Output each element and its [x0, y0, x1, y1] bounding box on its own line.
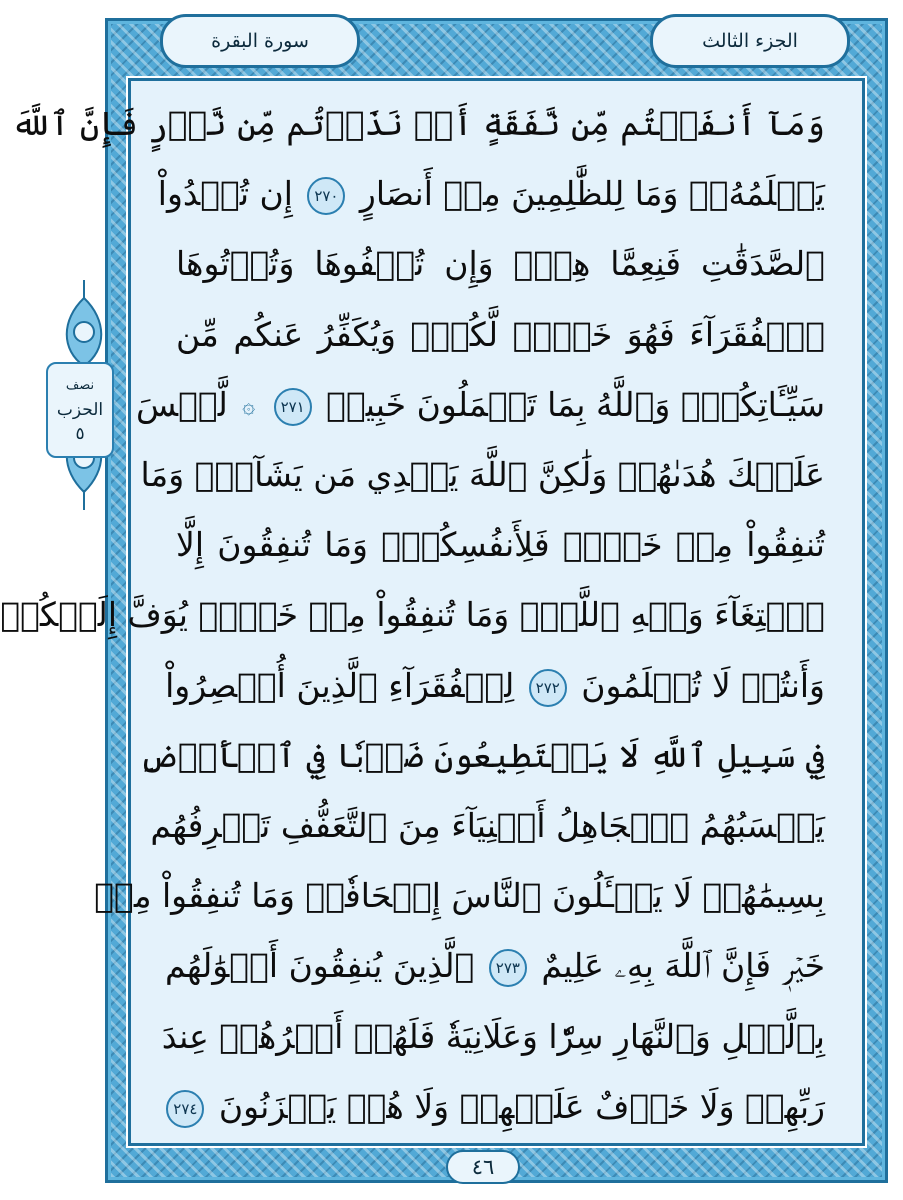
- ayah-number-icon: ٢٧٠: [307, 177, 345, 215]
- juz-title: الجزء الثالث: [650, 14, 850, 68]
- hizb-word: الحزب: [56, 400, 104, 420]
- verse-line: [150, 797, 825, 855]
- verse-line: [139, 727, 825, 785]
- verse-text: ٱلۡفُقَرَآءَ فَهُوَ خَيۡرٞ لَّكُمۡۚ وَيُكَفِّرُ عَنكُم مِّن: [176, 314, 825, 354]
- verse-text: وَمَآ أَنفَقۡتُم مِّن نَّفَقَةٍ أَوۡ نَذَرۡتُم مِّن نَّذۡرٍ فَإِنَّ ٱللَّهَ: [11, 104, 825, 143]
- verse-text: تُنفِقُواْ مِنۡ خَيۡرٖ فَلِأَنفُسِكُمۡۚ وَمَا تُنفِقُونَ إِلَّا: [176, 525, 825, 565]
- hizb-number: ٥: [75, 424, 85, 444]
- verse-line: [136, 376, 825, 434]
- verse-line: [176, 235, 825, 293]
- hizb-marker: [46, 362, 114, 458]
- verse-line: [0, 586, 825, 644]
- hizb-fraction: نصف: [65, 378, 95, 393]
- verse-text: رَبِّهِمۡ وَلَا خَوۡفٌ عَلَيۡهِمۡ وَلَا هُمۡ يَحۡزَنُونَ: [218, 1086, 825, 1126]
- verse-text: بِسِيمَٰهُمۡ لَا يَسۡـَٔلُونَ ٱلنَّاسَ إِلۡحَافٗاۗ وَمَا تُنفِقُواْ مِنۡ: [94, 876, 825, 916]
- verse-text: لَّيۡسَ: [136, 384, 228, 424]
- ayah-number-icon: ٢٧٣: [489, 949, 527, 987]
- verse-line: [165, 657, 825, 715]
- verse-text: عَلَيۡكَ هُدَىٰهُمۡ وَلَٰكِنَّ ٱللَّهَ يَهۡدِي مَن يَشَآءُۗ وَمَا: [140, 455, 825, 494]
- verse-text: يَحۡسَبُهُمُ ٱلۡجَاهِلُ أَغۡنِيَآءَ مِنَ ٱلتَّعَفُّفِ تَعۡرِفُهُم: [150, 806, 825, 845]
- verse-text: إِن تُبۡدُواْ: [157, 174, 293, 214]
- verse-line: [176, 516, 825, 574]
- verse-line: [11, 95, 825, 153]
- verse-text: يَعۡلَمُهُۥۗ وَمَا لِلظَّٰلِمِينَ مِنۡ أَنصَارٍ: [359, 174, 825, 214]
- verse-text: ٱلَّذِينَ يُنفِقُونَ أَمۡوَٰلَهُم: [165, 946, 475, 986]
- verse-text: لِلۡفُقَرَآءِ ٱلَّذِينَ أُحۡصِرُواْ: [165, 665, 515, 705]
- ayah-number-icon: ٢٧١: [274, 388, 312, 426]
- ayah-number-icon: ٢٧٤: [166, 1090, 204, 1128]
- verse-text: خَيۡرٖ فَإِنَّ ٱللَّهَ بِهِۦ عَلِيمٌ: [541, 946, 825, 986]
- verse-line: [94, 867, 825, 925]
- verse-text: سَيِّـَٔاتِكُمۡۗ وَٱللَّهُ بِمَا تَعۡمَلُونَ خَبِيرٞ: [326, 384, 825, 424]
- verse-line: [161, 1008, 825, 1066]
- rub-el-hizb-icon: ۞: [242, 393, 256, 419]
- verse-text: ٱبۡتِغَآءَ وَجۡهِ ٱللَّهِۚ وَمَا تُنفِقُواْ مِنۡ خَيۡرٖ يُوَفَّ إِلَيۡكُمۡ: [0, 595, 825, 635]
- verse-line: [157, 165, 825, 223]
- verse-text: ٱلصَّدَقَٰتِ فَنِعِمَّا هِيَۖ وَإِن تُخۡفُوهَا وَتُؤۡتُوهَا: [176, 244, 825, 284]
- verse-line: [140, 446, 825, 504]
- verse-line: [173, 1078, 825, 1136]
- verse-text: وَأَنتُمۡ لَا تُظۡلَمُونَ: [581, 665, 825, 705]
- verse-text: بِٱلَّيۡلِ وَٱلنَّهَارِ سِرّٗا وَعَلَانِيَةٗ فَلَهُمۡ أَجۡرُهُمۡ عِندَ: [161, 1016, 825, 1056]
- surah-title: سورة البقرة: [160, 14, 360, 68]
- verse-line: [176, 306, 825, 364]
- ayah-number-icon: ٢٧٢: [529, 669, 567, 707]
- verse-line: [165, 937, 825, 995]
- page-number: ٤٦: [446, 1150, 520, 1184]
- verse-text: فِي سَبِيلِ ٱللَّهِ لَا يَسۡتَطِيعُونَ ضَرۡبٗا فِي ٱلۡأَرۡضِ: [139, 735, 825, 775]
